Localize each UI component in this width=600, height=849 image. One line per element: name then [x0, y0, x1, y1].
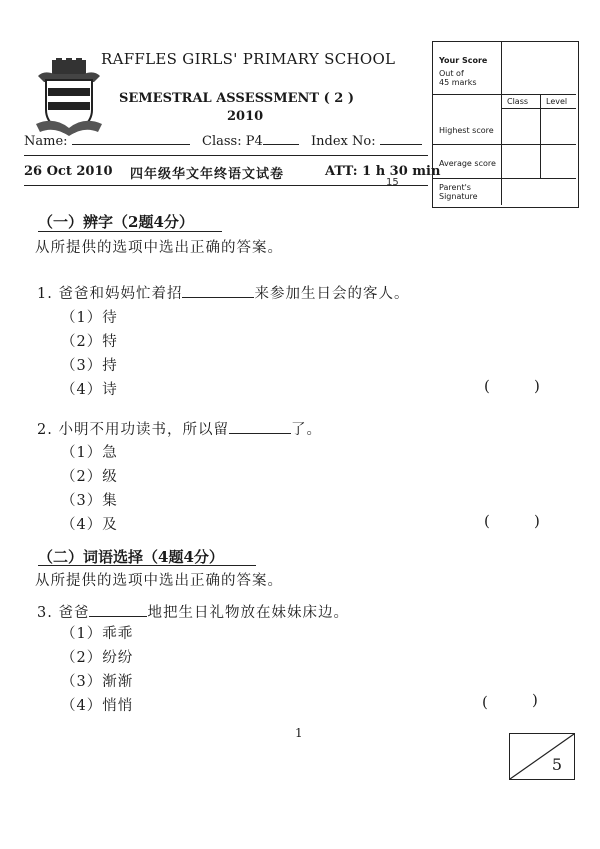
section-2-underline	[38, 565, 256, 566]
parents-signature-label: Parent's	[439, 183, 471, 192]
your-score-label: Your Score	[439, 56, 488, 65]
level-column-header: Level	[546, 97, 568, 106]
question-1-option-2[interactable]: （2）特	[61, 334, 118, 350]
question-3-option-3[interactable]: （3）渐渐	[61, 674, 134, 690]
handwritten-time: 15	[386, 177, 399, 188]
question-3: 3. 爸爸 地把生日礼物放在妹妹床边。	[37, 605, 349, 621]
question-2-option-2[interactable]: （2）级	[61, 469, 118, 485]
question-2-option-3[interactable]: （3）集	[61, 493, 118, 509]
question-3-option-2[interactable]: （2）纷纷	[61, 650, 134, 666]
index-blank[interactable]	[380, 132, 422, 145]
question-1-option-1[interactable]: （1）待	[61, 310, 118, 326]
section-1-underline	[38, 231, 222, 232]
question-1-answer-close[interactable]: )	[534, 377, 540, 395]
marks-box	[509, 733, 575, 780]
question-2-answer-close[interactable]: )	[534, 512, 540, 530]
parents-signature-label-2: Signature	[439, 192, 478, 201]
school-crest-icon	[34, 58, 104, 138]
index-label: Index No:	[311, 134, 376, 149]
section-1-instruction: 从所提供的选项中选出正确的答案。	[35, 240, 283, 256]
section-2-title: （二）词语选择（4题4分）	[38, 548, 224, 566]
question-3-option-1[interactable]: （1）乖乖	[61, 626, 134, 642]
question-3-answer-close[interactable]: )	[532, 691, 538, 709]
header-rule-bottom	[24, 185, 428, 186]
question-2-blank[interactable]	[229, 421, 291, 434]
section-2-instruction: 从所提供的选项中选出正确的答案。	[35, 573, 283, 589]
question-2-option-1[interactable]: （1）急	[61, 445, 118, 461]
average-score-label: Average score	[439, 159, 496, 168]
assessment-year: 2010	[227, 109, 264, 124]
assessment-title: SEMESTRAL ASSESSMENT ( 2 )	[119, 91, 354, 106]
time-allowed: ATT: 1 h 30 min	[325, 164, 441, 179]
school-name: RAFFLES GIRLS' PRIMARY SCHOOL	[101, 50, 396, 68]
question-3-option-4[interactable]: （4）悄悄	[61, 698, 134, 714]
paper-title: 四年级华文年终语文试卷	[130, 167, 285, 182]
question-1-blank[interactable]	[182, 285, 254, 298]
class-column-header: Class	[507, 97, 529, 106]
exam-date: 26 Oct 2010	[24, 164, 113, 179]
question-1: 1. 爸爸和妈妈忙着招 来参加生日会的客人。	[37, 286, 410, 302]
score-table	[432, 41, 579, 208]
name-label: Name:	[24, 134, 68, 149]
section-1-title: （一）辨字（2题4分）	[38, 213, 194, 231]
max-marks-label: 45 marks	[439, 78, 477, 87]
question-2-answer-open[interactable]: (	[484, 512, 490, 530]
class-blank[interactable]	[263, 132, 299, 145]
question-2: 2. 小明不用功读书，所以留 了。	[37, 422, 322, 438]
highest-score-label: Highest score	[439, 126, 494, 135]
name-blank[interactable]	[72, 132, 190, 145]
out-of-label: Out of	[439, 69, 464, 78]
question-3-answer-open[interactable]: (	[482, 693, 488, 711]
question-3-blank[interactable]	[89, 604, 147, 617]
class-field	[202, 132, 299, 149]
question-1-option-4[interactable]: （4）诗	[61, 382, 118, 398]
marks-box-value: 5	[551, 755, 562, 774]
page-number: 1	[295, 726, 303, 740]
question-1-option-3[interactable]: （3）持	[61, 358, 118, 374]
name-field	[24, 132, 190, 149]
index-field	[311, 132, 422, 149]
marks-box-diagonal	[510, 734, 574, 779]
question-1-answer-open[interactable]: (	[484, 377, 490, 395]
header-rule-top	[24, 155, 428, 156]
class-label: Class: P4	[202, 134, 263, 149]
question-2-option-4[interactable]: （4）及	[61, 517, 118, 533]
